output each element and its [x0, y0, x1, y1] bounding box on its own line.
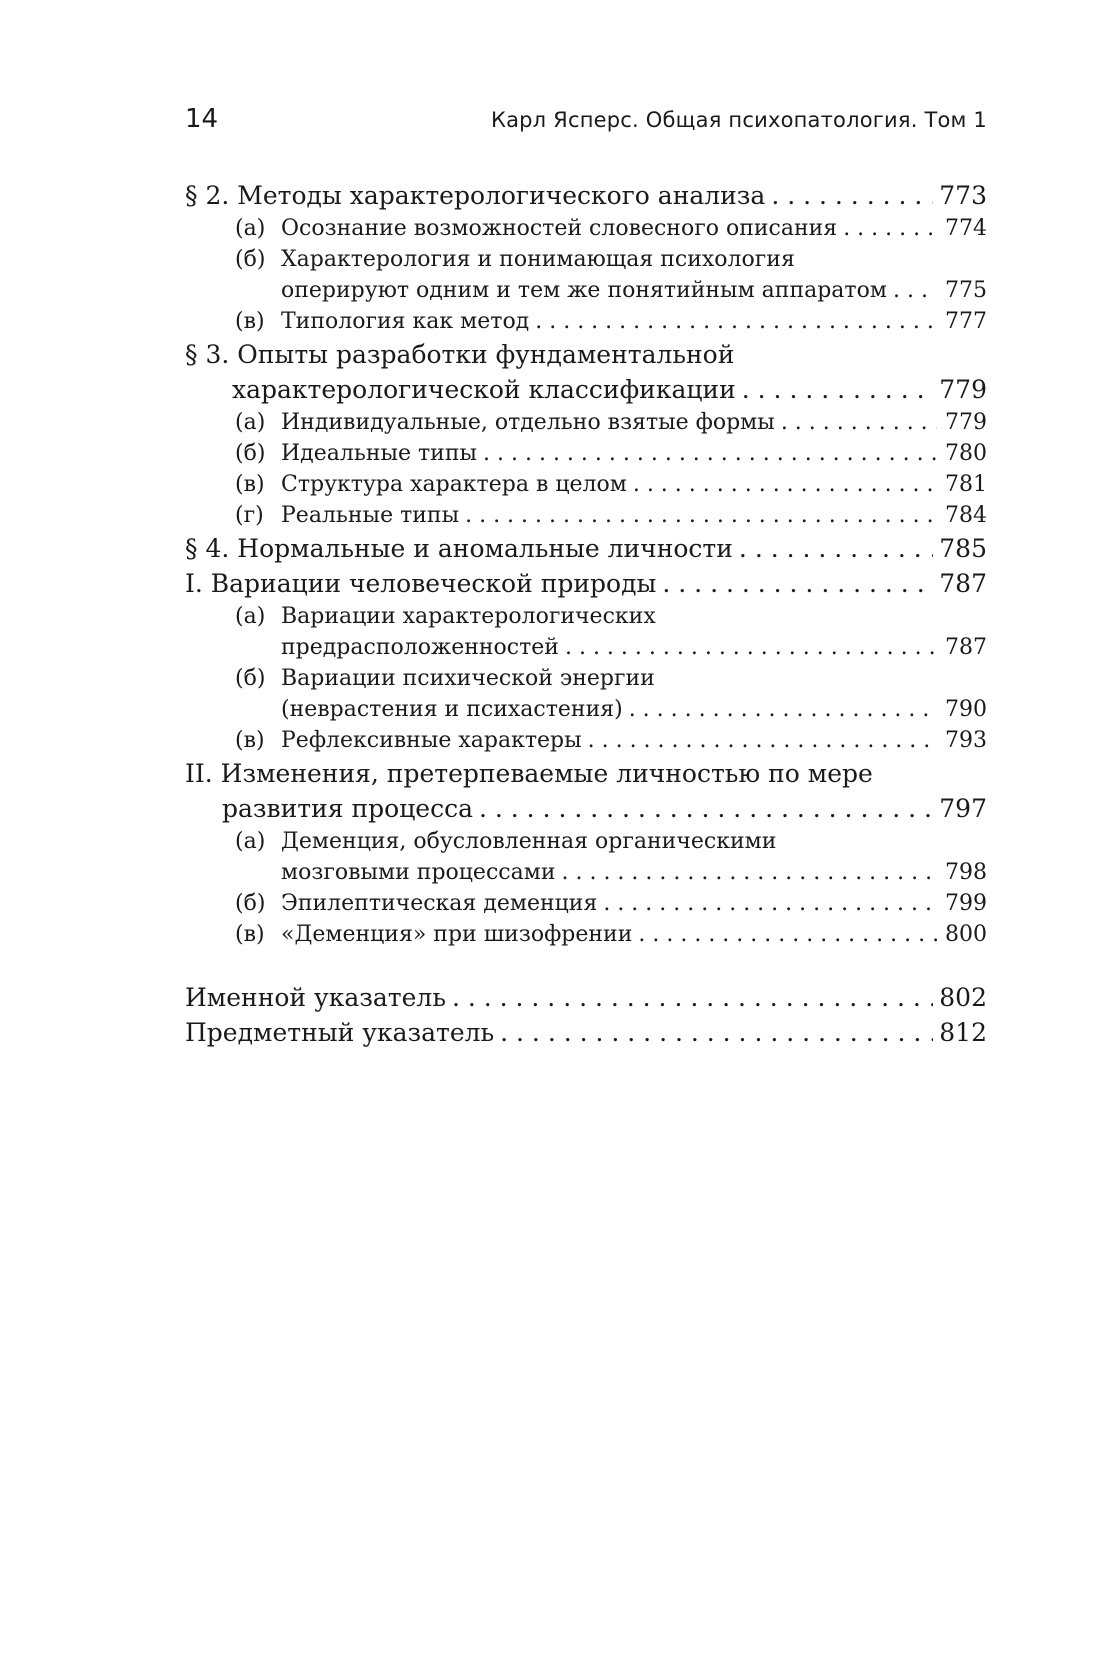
- dot-leader: [893, 275, 937, 306]
- dot-leader: [629, 694, 937, 725]
- dot-leader: [638, 919, 937, 950]
- toc-label: (в): [235, 472, 265, 497]
- toc-label: (в): [235, 922, 265, 947]
- toc-page: 780: [945, 441, 987, 466]
- running-title: Карл Ясперс. Общая психопатология. Том 1: [490, 108, 987, 132]
- toc-entry-continuation: [185, 275, 987, 306]
- toc-label: (в): [235, 309, 265, 334]
- toc-label: I.: [185, 569, 203, 598]
- toc-page: 800: [945, 922, 987, 947]
- toc-entry-continuation: [185, 857, 987, 888]
- toc-label: II.: [185, 759, 213, 788]
- toc-title-cont: мозговыми процессами: [281, 860, 556, 885]
- toc-page: 774: [945, 216, 987, 241]
- dot-leader: [561, 857, 937, 888]
- toc-entry: [185, 469, 987, 500]
- toc-title: Именной указатель: [185, 983, 446, 1012]
- toc-entry: [185, 919, 987, 950]
- toc-title-cont: развития процесса: [222, 794, 473, 823]
- toc-entry: [185, 438, 987, 469]
- toc-entry-continuation: [185, 632, 987, 663]
- toc-page: 785: [939, 534, 987, 563]
- toc-page: 777: [945, 309, 987, 334]
- dot-leader: [500, 1015, 933, 1050]
- toc-title: Методы характерологического анализа: [237, 181, 766, 210]
- toc-entry: [185, 531, 987, 566]
- dot-leader: [565, 632, 937, 663]
- dot-leader: [662, 566, 933, 601]
- toc-title: Реальные типы: [281, 503, 460, 528]
- toc-page: 787: [945, 635, 987, 660]
- toc-page: 787: [939, 569, 987, 598]
- toc-title: Вариации характерологических: [281, 604, 656, 629]
- dot-leader: [742, 372, 934, 407]
- toc-page: 779: [945, 410, 987, 435]
- toc-title: «Деменция» при шизофрении: [281, 922, 633, 947]
- toc-title: Нормальные и аномальные личности: [237, 534, 733, 563]
- toc-label: (а): [235, 604, 266, 629]
- toc-title: Осознание возможностей словесного описания: [281, 216, 838, 241]
- dot-leader: [843, 213, 937, 244]
- toc-title: Опыты разработки фундаментальной: [237, 340, 735, 369]
- dot-leader: [771, 178, 933, 213]
- toc-title-cont: характерологической классификации: [232, 375, 736, 404]
- toc-page: 793: [945, 728, 987, 753]
- toc-entry-continuation: [185, 791, 987, 826]
- toc-title: Предметный указатель: [185, 1018, 495, 1047]
- toc-title: Идеальные типы: [281, 441, 478, 466]
- toc-label: (б): [235, 247, 266, 272]
- toc-title: Индивидуальные, отдельно взятые формы: [281, 410, 775, 435]
- toc-entry: [185, 178, 987, 213]
- toc-entry: [185, 888, 987, 919]
- toc-label: (а): [235, 410, 266, 435]
- dot-leader: [603, 888, 937, 919]
- toc-label: (в): [235, 728, 265, 753]
- toc-entry: [185, 826, 987, 857]
- toc-page: 781: [945, 472, 987, 497]
- toc-entry: [185, 213, 987, 244]
- dot-leader: [781, 407, 937, 438]
- toc-entry: [185, 1015, 987, 1050]
- toc-title: Характерология и понимающая психология: [281, 247, 795, 272]
- toc-title-cont: оперируют одним и тем же понятийным аппаратом: [281, 278, 887, 303]
- toc-title: Вариации человеческой природы: [210, 569, 657, 598]
- toc-entry: [185, 500, 987, 531]
- toc-title: Структура характера в целом: [281, 472, 627, 497]
- toc-label: (б): [235, 666, 266, 691]
- toc-entry: [185, 756, 987, 791]
- toc-title: Деменция, обусловленная органическими: [281, 829, 777, 854]
- toc-entry: [185, 407, 987, 438]
- toc-page: 812: [939, 1018, 987, 1047]
- toc-label: (б): [235, 441, 266, 466]
- dot-leader: [588, 725, 937, 756]
- toc-entry-continuation: [185, 694, 987, 725]
- toc-label: (а): [235, 216, 266, 241]
- dot-leader: [535, 306, 937, 337]
- toc-entry: [185, 244, 987, 275]
- dot-leader: [465, 500, 937, 531]
- dot-leader: [483, 438, 937, 469]
- dot-leader: [633, 469, 937, 500]
- page-number: 14: [185, 104, 219, 134]
- toc-page: 784: [945, 503, 987, 528]
- toc-label: (а): [235, 829, 266, 854]
- toc-page: 798: [945, 860, 987, 885]
- dot-leader: [452, 980, 933, 1015]
- toc-title-cont: предрасположенностей: [281, 635, 559, 660]
- toc-label: § 2.: [185, 181, 230, 210]
- dot-leader: [479, 791, 933, 826]
- toc-entry: [185, 663, 987, 694]
- toc-page: 797: [939, 794, 987, 823]
- dot-leader: [739, 531, 933, 566]
- toc-page: 802: [939, 983, 987, 1012]
- toc-entry-continuation: [185, 372, 987, 407]
- toc-page: 779: [939, 375, 987, 404]
- toc-title: Вариации психической энергии: [281, 666, 655, 691]
- toc-title: Эпилептическая деменция: [281, 891, 598, 916]
- toc-entry: [185, 306, 987, 337]
- running-header: [185, 100, 987, 140]
- toc-title: Изменения, претерпеваемые личностью по мере: [220, 759, 873, 788]
- toc-page: 775: [945, 278, 987, 303]
- toc-title-cont: (неврастения и психастения): [281, 697, 623, 722]
- toc-entry: [185, 725, 987, 756]
- toc-label: § 3.: [185, 340, 230, 369]
- toc-entry: [185, 980, 987, 1015]
- toc-label: § 4.: [185, 534, 230, 563]
- toc-entry: [185, 601, 987, 632]
- table-of-contents: [185, 178, 987, 1050]
- toc-label: (б): [235, 891, 266, 916]
- toc-page: 799: [945, 891, 987, 916]
- toc-entry: [185, 566, 987, 601]
- toc-title: Типология как метод: [281, 309, 530, 334]
- toc-page: 773: [939, 181, 987, 210]
- toc-title: Рефлексивные характеры: [281, 728, 582, 753]
- toc-entry: [185, 337, 987, 372]
- toc-page: 790: [945, 697, 987, 722]
- toc-label: (г): [235, 503, 264, 528]
